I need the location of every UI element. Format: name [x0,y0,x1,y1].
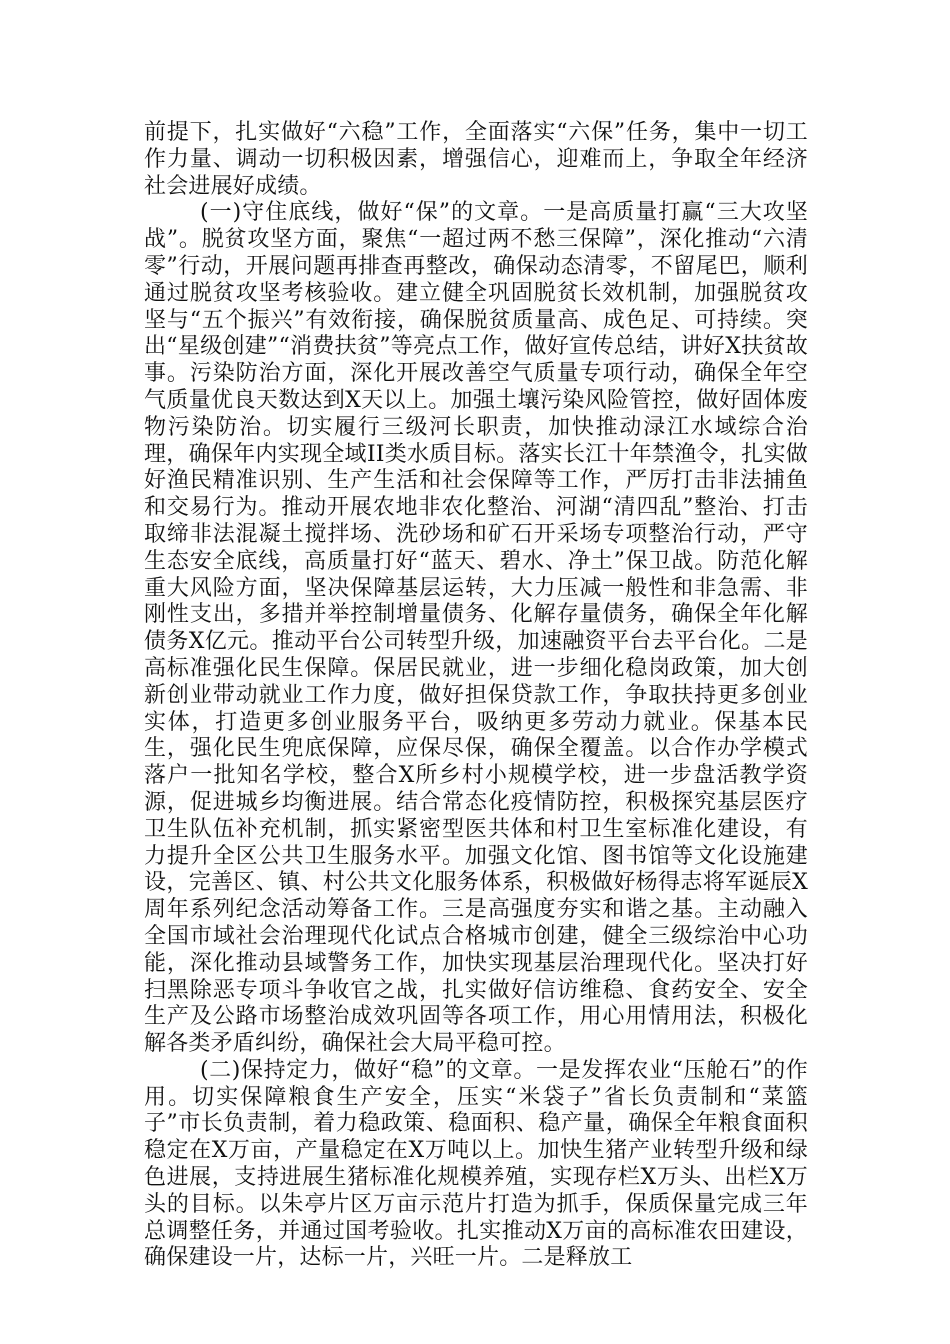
paragraph-section-two: (二)保持定力，做好“稳”的文章。一是发挥农业“压舱石”的作用。切实保障粮食生产安全，压实“米袋子”省长负责制和“菜篮子”市长负责制，着力稳政策、稳面积、稳产量，确保全年粮食面积稳定在X万亩，产量稳定在X万吨以上。加快生猪产业转型升级和绿色进展，支持进展生猪标准化规模养殖，实现存栏X万头、出栏X万头的目标。以朱亭片区万亩示范片打造为抓手，保质保量完成三年总调整任务，并通过国考验收。扎实推动X万亩的高标准农田建设，确保建设一片，达标一片，兴旺一片。二是释放工 [144,1057,808,1271]
paragraph-section-one: (一)守住底线，做好“保”的文章。一是高质量打赢“三大攻坚战”。脱贫攻坚方面，聚焦“一超过两不愁三保障”，深化推动“六清零”行动，开展问题再排查再整改，确保动态清零，不留尾巴，顺利通过脱贫攻坚考核验收。建立健全巩固脱贫长效机制，加强脱贫攻坚与“五个振兴”有效衔接，确保脱贫质量高、成色足、可持续。突出“星级创建”“消费扶贫”等亮点工作，做好宣传总结，讲好X扶贫故事。污染防治方面，深化开展改善空气质量专项行动，确保全年空气质量优良天数达到X天以上。加强土壤污染风险管控，做好固体废物污染防治。切实履行三级河长职责，加快推动渌江水域综合治理，确保年内实现全域II类水质目标。落实长江十年禁渔令，扎实做好渔民精准识别、生产生活和社会保障等工作，严厉打击非法捕鱼和交易行为。推动开展农地非农化整治、河湖“清四乱”整治、打击取缔非法混凝土搅拌场、洗砂场和矿石开采场专项整治行动，严守生态安全底线，高质量打好“蓝天、碧水、净土”保卫战。防范化解重大风险方面，坚决保障基层运转，大力压减一般性和非急需、非刚性支出，多措并举控制增量债务、化解存量债务，确保全年化解债务X亿元。推动平台公司转型升级，加速融资平台去平台化。二是高标准强化民生保障。保居民就业，进一步细化稳岗政策，加大创新创业带动就业工作力度，做好担保贷款工作，争取扶持更多创业实体，打造更多创业服务平台，吸纳更多劳动力就业。保基本民生，强化民生兜底保障，应保尽保，确保全覆盖。以合作办学模式落户一批知名学校，整合X所乡村小规模学校，进一步盘活教学资源，促进城乡均衡进展。结合常态化疫情防控，积极探究基层医疗卫生队伍补充机制，抓实紧密型医共体和村卫生室标准化建设，有力提升全区公共卫生服务水平。加强文化馆、图书馆等文化设施建设，完善区、镇、村公共文化服务体系，积极做好杨得志将军诞辰X周年系列纪念活动筹备工作。三是高强度夯实和谐之基。主动融入全国市域社会治理现代化试点合格城市创建，健全三级综治中心功能，深化推动县域警务工作，加快实现基层治理现代化。坚决打好扫黑除恶专项斗争收官之战，扎实做好信访维稳、食药安全、安全生产及公路市场整治成效巩固等各项工作，用心用情用法，积极化解各类矛盾纠纷，确保社会大局平稳可控。 [144,200,808,1057]
paragraph-intro: 前提下，扎实做好“六稳”工作，全面落实“六保”任务，集中一切工作力量、调动一切积极因素，增强信心，迎难而上，争取全年经济社会进展好成绩。 [144,120,808,199]
document-body [144,120,808,1272]
